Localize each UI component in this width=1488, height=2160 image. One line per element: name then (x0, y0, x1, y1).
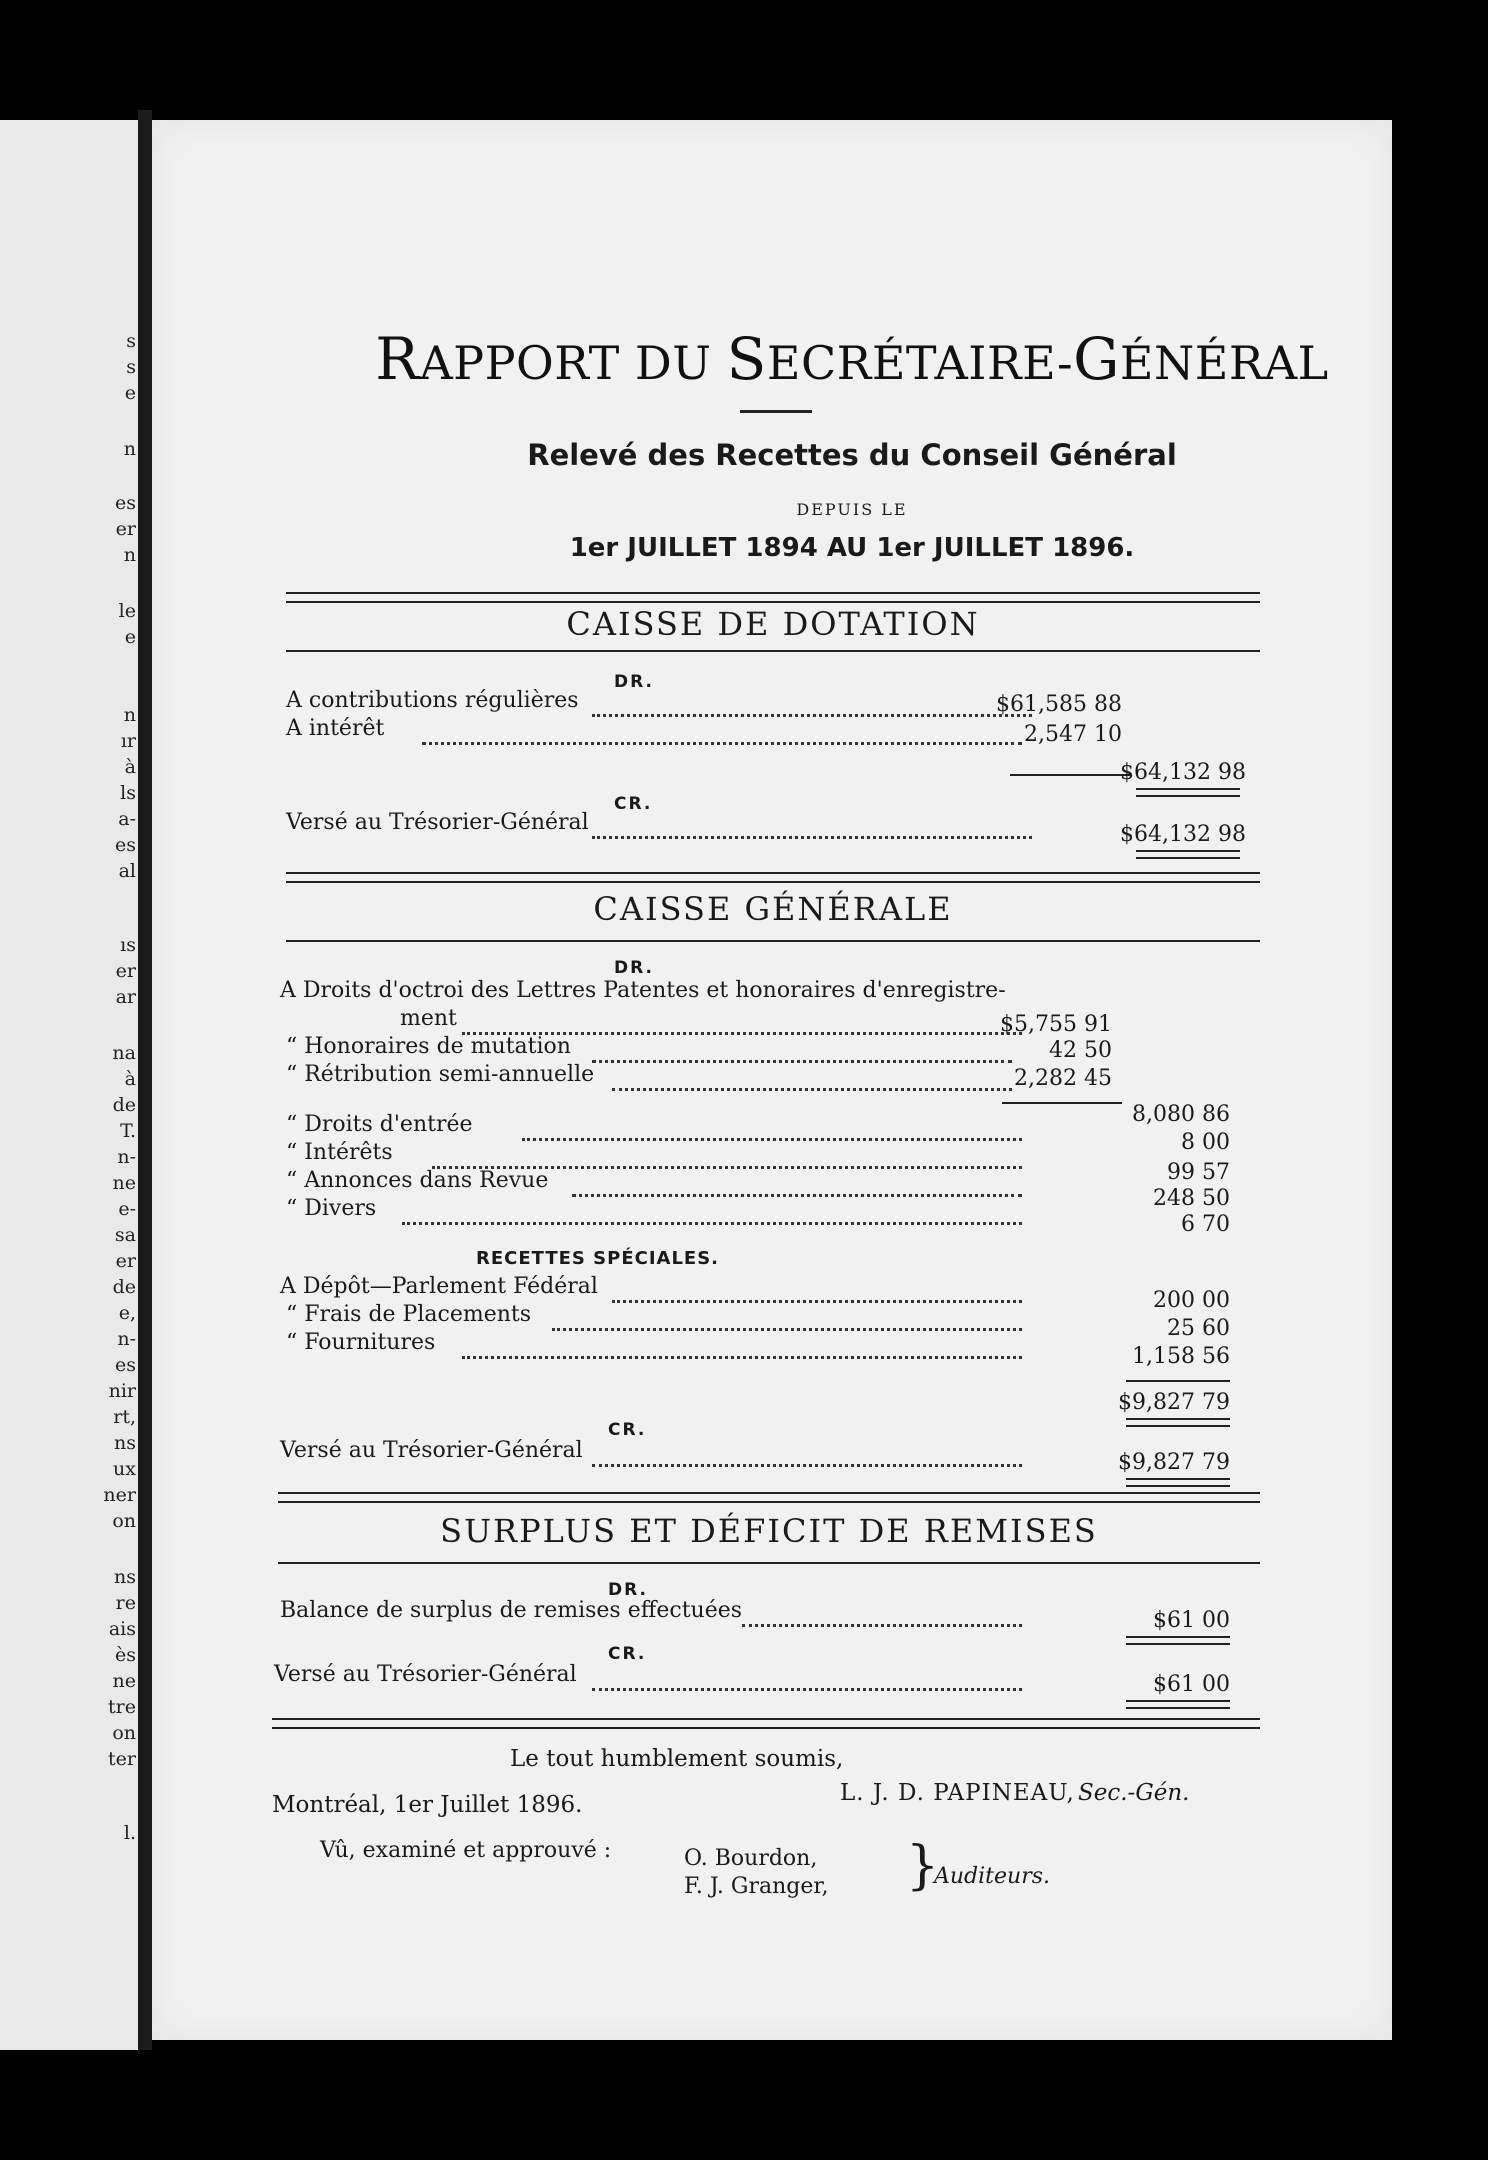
left-page-fragment (0, 120, 140, 2050)
left-page-text-fragment: e (124, 382, 136, 404)
leader-dots (422, 742, 1022, 745)
submission-text: Le tout humblement soumis, (510, 1746, 844, 1772)
left-page-text-fragment: ar (115, 986, 136, 1008)
entry-label: “ Rétribution semi-annuelle (286, 1062, 595, 1087)
section-rule-top (286, 872, 1260, 883)
left-page-text-fragment: s (126, 356, 136, 378)
book-gutter (138, 110, 152, 2050)
entry-amount: 1,158 56 (1132, 1344, 1230, 1369)
left-page-text-fragment: er (115, 960, 136, 982)
leader-dots (592, 1060, 1012, 1063)
left-page-text-fragment: le (118, 600, 136, 622)
cr-amount: $9,827 79 (1118, 1450, 1230, 1475)
signatory-title: Sec.-Gén. (1078, 1780, 1190, 1806)
left-page-text-fragment: a- (118, 808, 136, 830)
left-page-text-fragment: s (126, 330, 136, 352)
report-page (152, 120, 1392, 2040)
left-page-text-fragment: na (112, 1042, 136, 1064)
leader-dots (462, 1356, 1022, 1359)
left-page-text-fragment: l. (123, 1822, 136, 1844)
left-page-text-fragment: rt, (113, 1406, 136, 1428)
entry-label: Balance de surplus de remises effectuées (280, 1598, 743, 1623)
page-title: RAPPORT DU SECRÉTAIRE-GÉNÉRAL (375, 325, 1329, 393)
left-page-text-fragment: ne (112, 1172, 136, 1194)
section-rule-top (286, 592, 1260, 603)
entry-label: “ Frais de Placements (286, 1302, 532, 1327)
subtitle: Relevé des Recettes du Conseil Général (527, 438, 1177, 472)
leader-dots (592, 1464, 1022, 1467)
section-rule-top (278, 1492, 1260, 1503)
leader-dots (592, 1688, 1022, 1691)
report-period: 1er JUILLET 1894 AU 1er JUILLET 1896. (569, 533, 1135, 563)
entry-amount: 2,547 10 (1024, 722, 1122, 747)
dr-label: DR. (608, 1580, 648, 1600)
sum-rule (1002, 1102, 1122, 1104)
entry-amount: 6 70 (1181, 1212, 1230, 1237)
leader-dots (612, 1088, 1012, 1091)
section-rule (286, 650, 1260, 652)
entry-amount: 2,282 45 (1014, 1066, 1112, 1091)
left-page-text-fragment: ès (115, 1644, 136, 1666)
left-page-text-fragment: es (115, 1354, 136, 1376)
leader-dots (552, 1328, 1022, 1331)
left-page-text-fragment: ner (103, 1484, 136, 1506)
left-page-text-fragment: ux (113, 1458, 136, 1480)
left-page-text-fragment: à (124, 1068, 136, 1090)
entry-amount: $5,755 91 (1000, 1012, 1112, 1037)
left-page-text-fragment: on (112, 1510, 136, 1532)
entry-label: “ Honoraires de mutation (286, 1034, 571, 1059)
entry-amount: 42 50 (1049, 1038, 1112, 1063)
left-page-text-fragment: e, (118, 1302, 136, 1324)
entry-amount: 8 00 (1181, 1130, 1230, 1155)
leader-dots (592, 714, 1032, 717)
entry-amount: 200 00 (1153, 1288, 1230, 1313)
left-page-text-fragment: on (112, 1722, 136, 1744)
total-rule (1126, 1636, 1230, 1645)
left-page-text-fragment: al (118, 860, 136, 882)
total-rule (1136, 850, 1240, 859)
entry-label: Versé au Trésorier-Général (280, 1438, 583, 1463)
total-rule (1126, 1700, 1230, 1709)
left-page-text-fragment: à (124, 756, 136, 778)
left-page-text-fragment: sa (114, 1224, 136, 1246)
section-heading-surplus: SURPLUS ET DÉFICIT DE REMISES (440, 1512, 1098, 1550)
left-page-text-fragment: er (115, 1250, 136, 1272)
entry-label: “ Divers (286, 1196, 377, 1221)
section-heading-dotation: CAISSE DE DOTATION (566, 605, 980, 643)
left-page-text-fragment: tre (108, 1696, 136, 1718)
left-page-text-fragment: n- (117, 1328, 136, 1350)
section-total: $9,827 79 (1118, 1390, 1230, 1415)
left-page-text-fragment: es (115, 492, 136, 514)
left-page-text-fragment: ais (108, 1618, 136, 1640)
entry-label: A contributions régulières (286, 688, 579, 713)
brace-symbol: } (906, 1836, 940, 1896)
entry-label: “ Intérêts (286, 1140, 393, 1165)
section-rule (278, 1562, 1260, 1564)
left-page-text-fragment: T. (120, 1120, 136, 1142)
title-rule (740, 410, 812, 413)
depuis-label: DEPUIS LE (796, 500, 908, 519)
dr-label: DR. (614, 672, 654, 692)
sum-rule (1010, 774, 1130, 776)
entry-label: A intérêt (286, 716, 385, 741)
auditors-label: Auditeurs. (934, 1864, 1051, 1889)
left-page-text-fragment: n (123, 438, 136, 460)
left-page-text-fragment: ls (120, 782, 136, 804)
section-heading-generale: CAISSE GÉNÉRALE (593, 890, 953, 928)
closing-rule (272, 1718, 1260, 1729)
left-page-text-fragment: de (112, 1094, 136, 1116)
left-page-text-fragment: ns (114, 1566, 136, 1588)
place-date: Montréal, 1er Juillet 1896. (272, 1792, 583, 1818)
cr-label: CR. (608, 1420, 647, 1440)
entry-label: Versé au Trésorier-Général (274, 1662, 577, 1687)
entry-label-cont: ment (400, 1006, 457, 1031)
left-page-text-fragment: n (123, 704, 136, 726)
entry-label: A Dépôt—Parlement Fédéral (280, 1274, 598, 1299)
entry-amount: 248 50 (1153, 1186, 1230, 1211)
cr-amount: $64,132 98 (1120, 822, 1246, 847)
section-rule (286, 940, 1260, 942)
subtotal-amount: 8,080 86 (1132, 1102, 1230, 1127)
section-total: $64,132 98 (1120, 760, 1246, 785)
entry-label: A Droits d'octroi des Lettres Patentes et honoraires d'enregistre- (280, 978, 1006, 1003)
entry-label: “ Droits d'entrée (286, 1112, 473, 1137)
dr-label: DR. (614, 958, 654, 978)
left-page-text-fragment: ne (112, 1670, 136, 1692)
left-page-text-fragment: e (124, 626, 136, 648)
left-page-text-fragment: e- (118, 1198, 136, 1220)
left-page-text-fragment: n- (117, 1146, 136, 1168)
leader-dots (572, 1194, 1022, 1197)
approval-text: Vû, examiné et approuvé : (320, 1838, 612, 1863)
leader-dots (742, 1624, 1022, 1627)
sum-rule (1126, 1380, 1230, 1382)
entry-amount: 99 57 (1167, 1160, 1230, 1185)
entry-label: Versé au Trésorier-Général (286, 810, 589, 835)
dr-amount: $61 00 (1153, 1608, 1230, 1633)
left-page-text-fragment: ns (114, 1432, 136, 1454)
left-page-text-fragment: ter (108, 1748, 136, 1770)
leader-dots (612, 1300, 1022, 1303)
left-page-text-fragment: er (115, 518, 136, 540)
leader-dots (522, 1138, 1022, 1141)
entry-amount: $61,585 88 (996, 692, 1122, 717)
total-rule (1136, 788, 1240, 797)
left-page-text-fragment: n (123, 544, 136, 566)
special-receipts-heading: RECETTES SPÉCIALES. (476, 1248, 720, 1269)
leader-dots (402, 1222, 1022, 1225)
left-page-text-fragment: nir (108, 1380, 136, 1402)
entry-label: “ Fournitures (286, 1330, 436, 1355)
auditor-name: O. Bourdon, (684, 1846, 818, 1871)
auditor-name: F. J. Granger, (684, 1874, 829, 1899)
total-rule (1126, 1418, 1230, 1427)
left-page-text-fragment: ıs (120, 934, 136, 956)
left-page-text-fragment: de (112, 1276, 136, 1298)
left-page-text-fragment: es (115, 834, 136, 856)
signatory-name: L. J. D. PAPINEAU, (840, 1780, 1075, 1806)
cr-label: CR. (614, 794, 653, 814)
left-page-text-fragment: ır (120, 730, 136, 752)
cr-amount: $61 00 (1153, 1672, 1230, 1697)
leader-dots (592, 836, 1032, 839)
entry-amount: 25 60 (1167, 1316, 1230, 1341)
cr-label: CR. (608, 1644, 647, 1664)
total-rule (1126, 1478, 1230, 1487)
left-page-text-fragment: re (115, 1592, 136, 1614)
entry-label: “ Annonces dans Revue (286, 1168, 549, 1193)
